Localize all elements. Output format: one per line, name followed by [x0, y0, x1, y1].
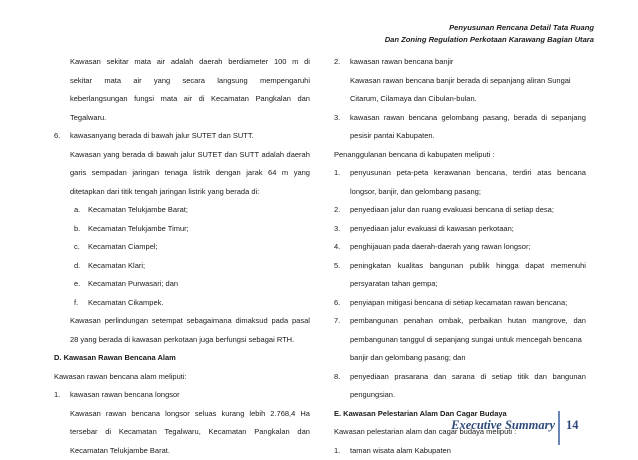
paragraph-line	[54, 53, 310, 72]
word: 64	[268, 164, 276, 183]
word: daerah	[199, 53, 222, 72]
paragraph-line	[54, 164, 310, 183]
paragraph-line: Kecamatan Telukjambe Barat.	[54, 442, 310, 460]
word: perlindungan	[105, 312, 148, 331]
paragraph-line: ditetapkan dari titik tengah jaringan listrik yang berada di:	[54, 183, 310, 202]
word: Pangkalan	[254, 423, 289, 442]
word: dimaksud	[236, 312, 268, 331]
list-number: 1.	[334, 442, 340, 460]
word: dan	[573, 312, 586, 331]
word: dan	[534, 368, 547, 387]
word: Tegalwaru,	[165, 423, 201, 442]
word: bangunan	[553, 368, 586, 387]
word: mata	[134, 53, 151, 72]
list-number: 8.	[334, 368, 340, 387]
list-item	[334, 238, 586, 257]
word: hingga	[496, 257, 519, 276]
word: gelombang	[441, 109, 478, 128]
word: 2.768,4	[270, 405, 295, 424]
word: rawan	[384, 109, 404, 128]
paragraph-line: banjir dan gelombang pasang; dan	[334, 349, 586, 368]
list-number: 7.	[334, 312, 340, 331]
word: berada	[514, 109, 537, 128]
list-item-text: penyediaan jalur evakuasi di kawasan perkotaan;	[350, 224, 514, 233]
paragraph-line: Penanggulanan bencana di kabupaten meliputi :	[334, 146, 586, 165]
word: kualitas	[398, 257, 423, 276]
list-number: 1.	[54, 386, 60, 405]
word: Pangkalan	[255, 90, 290, 109]
word: peningkatan	[350, 257, 391, 276]
list-item-text: penyiapan mitigasi bencana di setiap kecamatan rawan bencana;	[350, 298, 567, 307]
word: di	[304, 53, 310, 72]
word: bawah	[156, 146, 178, 165]
word: sarana	[452, 368, 475, 387]
list-item	[334, 442, 586, 460]
list-number: 4.	[334, 238, 340, 257]
word: yang	[103, 146, 119, 165]
word: Kecamatan	[211, 90, 249, 109]
word: tenaga	[165, 164, 188, 183]
list-item	[54, 257, 310, 276]
word: Kecamatan	[119, 423, 157, 442]
word: ombak,	[439, 312, 464, 331]
word: longsor	[165, 405, 190, 424]
section-heading: D. Kawasan Rawan Bencana Alam	[54, 349, 310, 368]
list-item-text: penyediaan jalur dan ruang evakuasi bencana di setiap desa;	[350, 205, 554, 214]
word: perbaikan	[469, 312, 502, 331]
word: kurang	[221, 405, 244, 424]
word: setempat	[152, 312, 183, 331]
word: listrik	[193, 164, 210, 183]
list-item	[54, 201, 310, 220]
paragraph-line: pesisir pantai Kabupaten.	[334, 127, 586, 146]
word: rawan	[106, 405, 126, 424]
word: mata	[104, 72, 121, 91]
list-item-text: Kecamatan Purwasari; dan	[88, 279, 178, 288]
word: berdiameter	[228, 53, 268, 72]
list-number: 2.	[334, 53, 340, 72]
word: lebih	[249, 405, 265, 424]
word: m	[282, 164, 288, 183]
paragraph-line: Kawasan rawan bencana banjir berada di sepanjang aliran Sungai	[334, 72, 586, 91]
section-heading: E. Kawasan Pelestarian Alam Dan Cagar Budaya	[334, 405, 586, 424]
word: daerah	[287, 146, 310, 165]
paragraph-line	[54, 423, 310, 442]
word: fungsi	[134, 90, 154, 109]
paragraph-line: persyaratan tahan gempa;	[334, 275, 586, 294]
paragraph-line: Kawasan pelestarian alam dan cagar budaya meliputi :	[334, 423, 586, 442]
list-letter: d.	[74, 257, 80, 276]
word: air	[184, 90, 192, 109]
list-number: 6.	[54, 127, 60, 146]
list-item	[54, 127, 310, 146]
list-number: 5.	[334, 257, 340, 276]
word: SUTET	[197, 146, 222, 165]
list-item	[54, 220, 310, 239]
list-item	[54, 275, 310, 294]
word: pasal	[292, 312, 310, 331]
word: air	[133, 72, 141, 91]
word: sekitar	[70, 72, 92, 91]
word: Kawasan	[70, 53, 101, 72]
word: di	[541, 109, 547, 128]
list-item-title: kawasan rawan bencana banjir	[350, 57, 453, 66]
word: hutan	[508, 312, 527, 331]
word: atas	[537, 164, 551, 183]
word: jarak	[246, 164, 262, 183]
word: pembangunan	[350, 312, 398, 331]
word: di	[148, 146, 154, 165]
word: garis	[70, 164, 86, 183]
word: langsung	[217, 72, 247, 91]
word: tersebar	[70, 423, 98, 442]
list-item-text: Kecamatan Telukjambe Timur;	[88, 224, 189, 233]
paragraph-line: Tegalwaru.	[54, 109, 310, 128]
word: berada	[122, 146, 145, 165]
word: jalur	[181, 146, 195, 165]
word: memenuhi	[551, 257, 586, 276]
word: setiap	[492, 368, 512, 387]
word: 100	[274, 53, 287, 72]
list-item	[334, 312, 586, 331]
list-letter: a.	[74, 201, 80, 220]
word: di	[199, 90, 205, 109]
word: bencana	[131, 405, 160, 424]
word: sepanjang	[551, 109, 586, 128]
list-item	[334, 201, 586, 220]
word: seluas	[195, 405, 217, 424]
list-item-text: Kecamatan Ciampel;	[88, 242, 158, 251]
word: sebagaimana	[187, 312, 232, 331]
list-item	[54, 238, 310, 257]
list-item-text: Kecamatan Klari;	[88, 261, 145, 270]
list-item	[334, 220, 586, 239]
paragraph-line: longsor, banjir, dan gelombang pasang;	[334, 183, 586, 202]
paragraph-line: pengungsian.	[334, 386, 586, 405]
word: penyediaan	[350, 368, 389, 387]
list-item-text: Kecamatan Telukjambe Barat;	[88, 205, 188, 214]
word: dan	[225, 146, 238, 165]
word: dan	[297, 423, 310, 442]
word: terdiri	[513, 164, 532, 183]
paragraph-line	[54, 90, 310, 109]
word: publik	[470, 257, 490, 276]
word: prasarana	[394, 368, 428, 387]
list-number: 3.	[334, 220, 340, 239]
list-item-title: kawasanyang berada di bawah jalur SUTET dan SUTT.	[70, 131, 254, 140]
word: Kawasan	[70, 312, 101, 331]
word: SUTT	[239, 146, 259, 165]
word: kawasan	[350, 109, 380, 128]
header-subtitle: Dan Zoning Regulation Perkotaan Karawang Bagian Utara	[385, 35, 594, 44]
list-item	[334, 368, 586, 387]
word: di	[480, 368, 486, 387]
list-item	[334, 257, 586, 276]
word: Kawasan	[70, 146, 101, 165]
word: sekitar	[107, 53, 129, 72]
list-number: 2.	[334, 201, 340, 220]
footer-divider	[558, 411, 560, 445]
word: Kecamatan	[209, 423, 247, 442]
word: pada	[271, 312, 288, 331]
list-item	[334, 164, 586, 183]
paragraph-line: pembangunan tanggul di sepanjang sungai untuk mencegah bencana	[334, 331, 586, 350]
word: dapat	[525, 257, 544, 276]
paragraph-line: 28 yang berada di kawasan perkotaan juga berfungsi sebagai RTH.	[54, 331, 310, 350]
word: mempengaruhi	[260, 72, 310, 91]
list-item	[54, 294, 310, 313]
word: Kawasan	[70, 405, 101, 424]
word: penyusunan	[350, 164, 391, 183]
paragraph-line	[54, 146, 310, 165]
word: dan	[434, 368, 447, 387]
word: jaringan	[132, 164, 159, 183]
word: m	[292, 53, 298, 72]
page-number: 14	[566, 418, 579, 433]
paragraph-line	[54, 312, 310, 331]
list-item-text: taman wisata alam Kabupaten	[350, 446, 451, 455]
word: bencana,	[476, 164, 507, 183]
word: yang	[154, 72, 170, 91]
word: mangrove,	[532, 312, 567, 331]
word: bangunan	[430, 257, 463, 276]
right-column	[334, 53, 586, 460]
list-number: 6.	[334, 294, 340, 313]
word: yang	[294, 164, 310, 183]
word: kerawanan	[434, 164, 471, 183]
word: keberlangsungan	[70, 90, 128, 109]
word: air	[157, 53, 165, 72]
list-item-text: penghijauan pada daerah-daerah yang rawan longsor;	[350, 242, 531, 251]
word: peta-peta	[397, 164, 429, 183]
list-number: 1.	[334, 164, 340, 183]
word: secara	[182, 72, 205, 91]
word: di	[105, 423, 111, 442]
word: adalah	[262, 146, 285, 165]
word: dengan	[216, 164, 241, 183]
list-item-title: kawasan rawan bencana longsor	[70, 390, 180, 399]
word: Ha	[300, 405, 310, 424]
footer-title: Executive Summary	[451, 418, 555, 433]
list-letter: c.	[74, 238, 80, 257]
list-number: 3.	[334, 109, 340, 128]
header-title: Penyusunan Rencana Detail Tata Ruang	[449, 23, 594, 32]
word: penahan	[404, 312, 433, 331]
list-item	[334, 109, 586, 128]
left-column	[54, 53, 310, 460]
list-item	[334, 294, 586, 313]
word: bencana	[408, 109, 437, 128]
list-item-text: Kecamatan Cikampek.	[88, 298, 163, 307]
paragraph-line: Kawasan rawan bencana alam meliputi:	[54, 368, 310, 387]
paragraph-line	[54, 72, 310, 91]
word: dan	[297, 90, 310, 109]
list-item	[54, 386, 310, 405]
word: mata	[161, 90, 178, 109]
list-letter: f.	[74, 294, 78, 313]
list-letter: b.	[74, 220, 80, 239]
paragraph-line	[54, 405, 310, 424]
word: pasang,	[483, 109, 510, 128]
word: titik	[518, 368, 529, 387]
paragraph-line: Citarum, Cilamaya dan Cibulan-bulan.	[334, 90, 586, 109]
list-letter: e.	[74, 275, 80, 294]
word: adalah	[171, 53, 194, 72]
list-item	[334, 53, 586, 72]
word: sempadan	[92, 164, 127, 183]
word: bencana	[557, 164, 586, 183]
